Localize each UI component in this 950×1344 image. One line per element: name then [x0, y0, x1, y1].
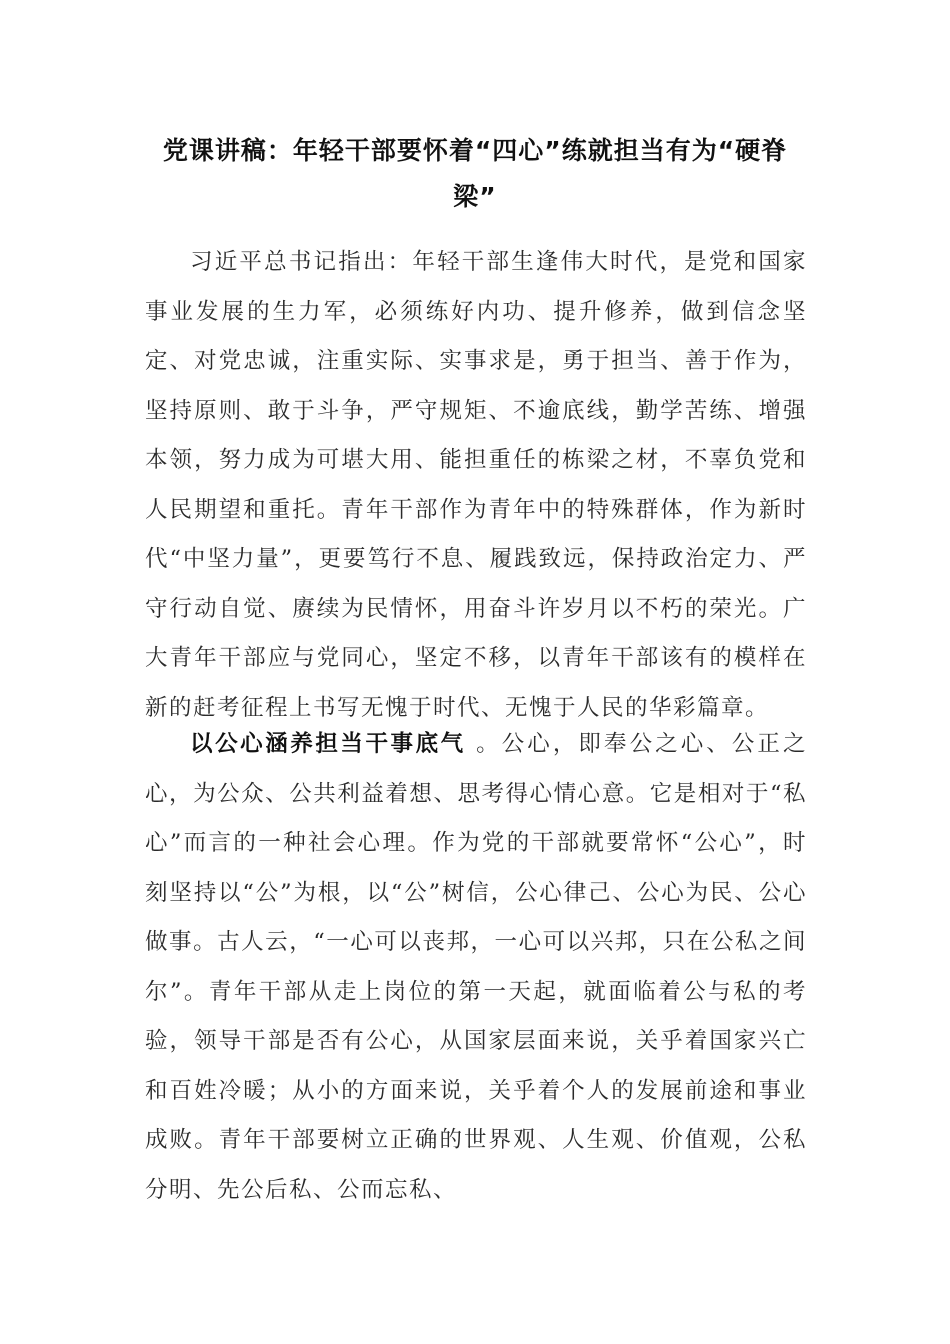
paragraph-text: 。公心，即奉公之心、公正之心，为公众、公共利益着想、思考得心情心意。它是相对于“私心”而言的一种社会心理。作为党的干部就要常怀“公心”，时刻坚持以“公”为根，以“公”树信，公心律己、公心为民、公心做事。古人云，“一心可以丧邦，一心可以兴邦，只在公私之间尔”。青年干部从走上岗位的第一天起，就面临着公与私的考验，领导干部是否有公心，从国家层面来说，关乎着国家兴亡和百姓冷暖；从小的方面来说，关乎着个人的发展前途和事业成败。青年干部要树立正确的世界观、人生观、价值观，公私分明、先公后私、公而忘私、: [145, 731, 807, 1203]
section-paragraph-gongxin: [145, 720, 807, 1215]
paragraph-lead-heading: 以公心涵养担当干事底气: [190, 731, 477, 757]
intro-paragraph: [145, 238, 807, 733]
document-title: 党课讲稿：年轻干部要怀着“四心”练就担当有为“硬脊梁”: [162, 136, 788, 211]
paragraph-text: 习近平总书记指出：年轻干部生逢伟大时代，是党和国家事业发展的生力军，必须练好内功、提升修养，做到信念坚定、对党忠诚，注重实际、实事求是，勇于担当、善于作为，坚持原则、敢于斗争，严守规矩、不逾底线，勤学苦练、增强本领，努力成为可堪大用、能担重任的栋梁之材，不辜负党和人民期望和重托。青年干部作为青年中的特殊群体，作为新时代“中坚力量”，更要笃行不息、履践致远，保持政治定力、严守行动自觉、赓续为民情怀，用奋斗许岁月以不朽的荣光。广大青年干部应与党同心，坚定不移，以青年干部该有的模样在新的赶考征程上书写无愧于时代、无愧于人民的华彩篇章。: [145, 249, 807, 721]
